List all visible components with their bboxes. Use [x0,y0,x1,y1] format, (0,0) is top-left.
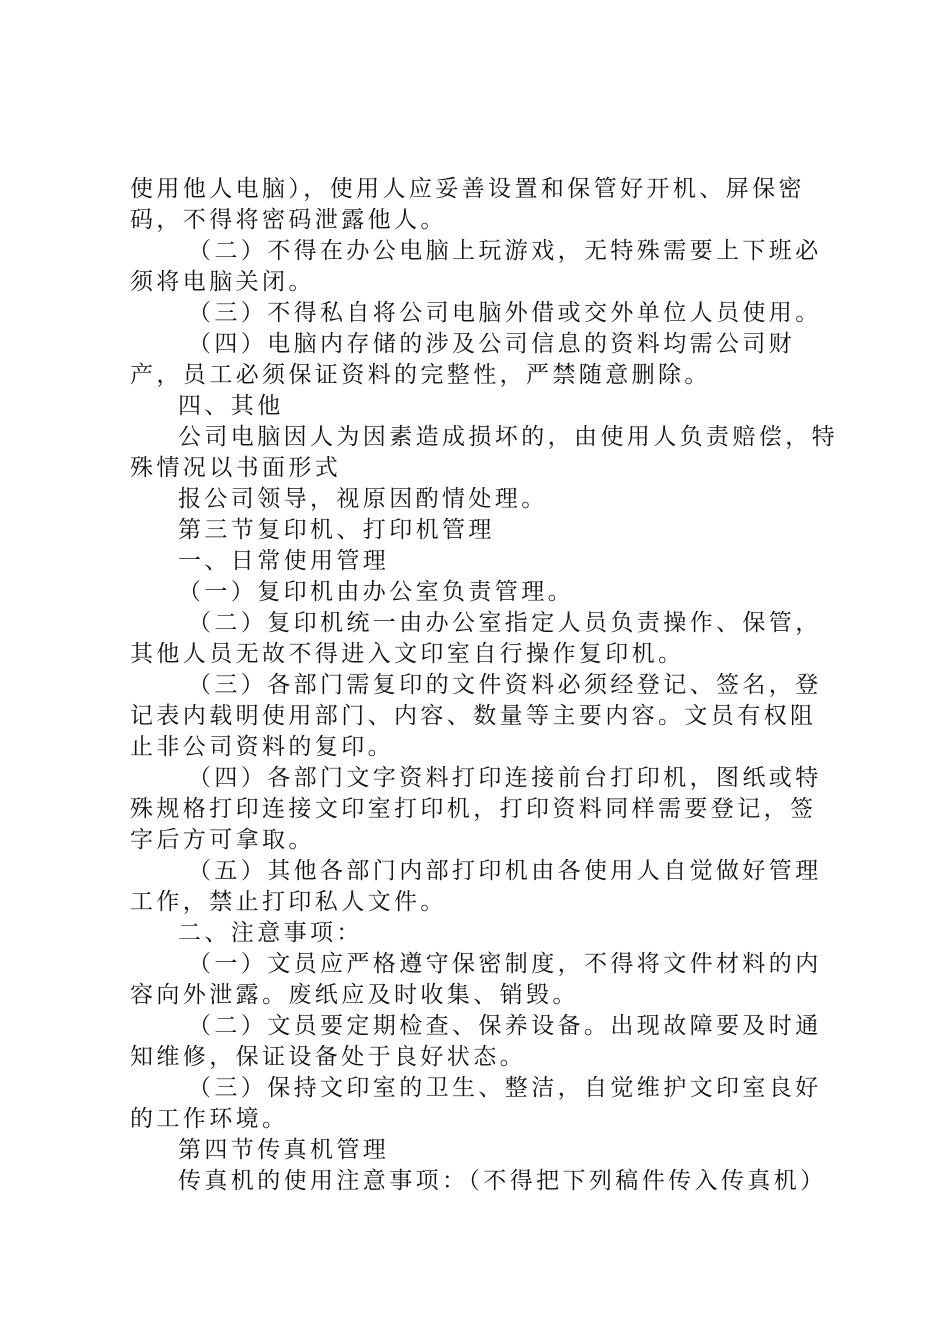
section-heading: 四、其他 [178,393,284,419]
section-heading: 第三节复印机、打印机管理 [178,517,495,543]
paragraph: （四）各部门文字资料打印连接前台打印机，图纸或特殊规格打印连接文印室打印机，打印资料同样需要登记，签字后方可拿取。 [130,765,822,853]
paragraph: （二）文员要定期检查、保养设备。出现故障要及时通知维修，保证设备处于良好状态。 [130,1013,822,1070]
section-heading: 第四节传真机管理 [178,1137,390,1163]
paragraph: 使用他人电脑），使用人应妥善设置和保管好开机、屏保密码，不得将密码泄露他人。 [130,176,805,233]
paragraph: 报公司领导，视原因酌情处理。 [178,486,548,512]
paragraph: （一）文员应严格遵守保密制度，不得将文件材料的内容向外泄露。废纸应及时收集、销毁。 [130,951,822,1008]
paragraph: （二）复印机统一由办公室指定人员负责操作、保管，其他人员无故不得进入文印室自行操作复印机。 [130,610,822,667]
paragraph: （三）不得私自将公司电脑外借或交外单位人员使用。 [188,300,822,326]
paragraph: （三）各部门需复印的文件资料必须经登记、签名，登记表内载明使用部门、内容、数量等主要内容。文员有权阻止非公司资料的复印。 [130,672,822,760]
paragraph: （四）电脑内存储的涉及公司信息的资料均需公司财产，员工必须保证资料的完整性，严禁随意删除。 [130,331,796,388]
section-heading: 一、日常使用管理 [178,548,390,574]
paragraph: 传真机的使用注意事项：（不得把下列稿件传入传真机） [178,1168,827,1194]
section-heading: 二、注意事项： [178,920,363,946]
paragraph: （二）不得在办公电脑上玩游戏，无特殊需要上下班必须将电脑关闭。 [130,238,822,295]
document-body [130,174,840,1197]
paragraph: （一）复印机由办公室负责管理。 [178,579,574,605]
paragraph: （五）其他各部门内部打印机由各使用人自觉做好管理工作，禁止打印私人文件。 [130,858,822,915]
paragraph: （三）保持文印室的卫生、整洁，自觉维护文印室良好的工作环境。 [130,1075,822,1132]
paragraph: 公司电脑因人为因素造成损坏的，由使用人负责赔偿，特殊情况以书面形式 [130,424,838,481]
